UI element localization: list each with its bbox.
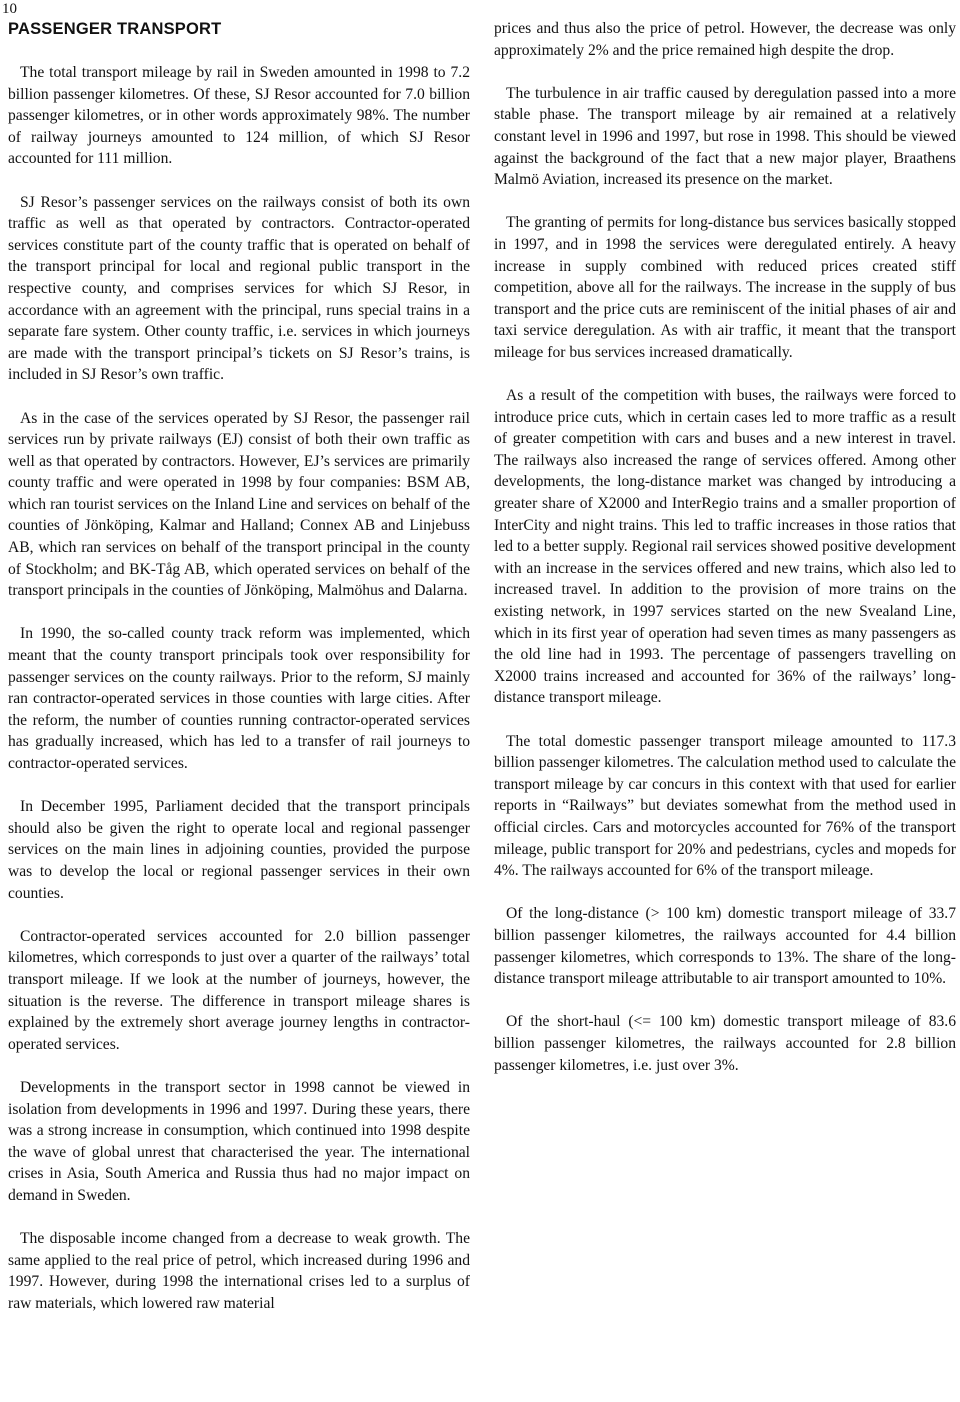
paragraph: The total transport mileage by rail in Sweden amounted in 1998 to 7.2 billion passenger kilometres. Of these, SJ Resor accounted for 7.0 billion passenger kilometres, or in other words approximately 98%. The number of railway journeys amounted to 124 million, of which SJ Resor accounted for 111 million.	[8, 64, 470, 168]
section-heading: PASSENGER TRANSPORT	[8, 20, 222, 38]
paragraph: prices and thus also the price of petrol. However, the decrease was only approximately 2% and the price remained high despite the drop.	[494, 20, 956, 59]
paragraph: Of the long-distance (> 100 km) domestic transport mileage of 33.7 billion passenger kilometres, the railways accounted for 4.4 billion passenger kilometres, which corresponds to 13%. The share of the long-distance transport mileage attributable to air transport amounted to 10%.	[494, 905, 956, 988]
paragraph: The disposable income changed from a decrease to weak growth. The same applied to the real price of petrol, which increased during 1996 and 1997. However, during 1998 the international crises led to a surplus of raw materials, which lowered raw material	[8, 1230, 470, 1312]
paragraph: In 1990, the so-called county track reform was implemented, which meant that the county transport principals took over responsibility for passenger services on the county railways. Prior to the reform, SJ mainly ran contractor-operated services in those counties with large cities. After the reform, the number of counties running contractor-operated services has gradually increased, which has led to a transfer of rail journeys to contractor-operated services.	[8, 625, 470, 772]
right-column	[494, 18, 956, 1098]
paragraph: As in the case of the services operated by SJ Resor, the passenger rail services run by private railways (EJ) consist of both their own traffic as well as that operated by contractors. However, EJ’s services are primarily county traffic and were operated in 1998 by four companies: BSM AB, which ran tourist services on the Inland Line and services on behalf of the counties of Jönköping, Kalmar and Halland; Connex AB and Linjebuss AB, which ran services on behalf of the transport principal in the county of Stockholm; and BK-Tåg AB, which operated services on behalf of the transport principals in the counties of Jönköping, Malmöhus and Dalarna.	[8, 409, 470, 600]
paragraph: The granting of permits for long-distance bus services basically stopped in 1997, and in 1998 the services were deregulated entirely. A heavy increase in supply combined with reduced prices created stiff competition, above all for the railways. The increase in the supply of bus transport and the price cuts are reminiscent of the initial phases of air and taxi service deregulation. As with air traffic, it meant that the transport mileage for bus services increased dramatically.	[494, 214, 956, 361]
paragraph: Developments in the transport sector in 1998 cannot be viewed in isolation from developments in 1996 and 1997. During these years, there was a strong increase in consumption, which continued into 1998 despite the wave of global unrest that characterised the year. The international crises in Asia, South America and Russia thus had no major impact on demand in Sweden.	[8, 1078, 470, 1204]
paragraph: As a result of the competition with buses, the railways were forced to introduce price cuts, which in certain cases led to more traffic as a result of greater competition with cars and buses and a new interest in travel. The railways also increased the range of services offered. Among other developments, the long-distance market was changed by introducing a greater share of X2000 and InterRegio trains and a smaller proportion of InterCity and night trains. This led to traffic increases in those ratios that led to a better supply. Regional rail services showed positive development with an increase in the services offered and new trains, which also led to increased travel. In addition to the provision of more trains on the existing network, in 1997 services started on the new Svealand Line, which in its first year of operation had seven times as many passengers as the old line had in 1993. The percentage of passengers travelling on X2000 trains increased and accounted for 36% of the railways’ long-distance transport mileage.	[494, 387, 956, 707]
paragraph: Of the short-haul (<= 100 km) domestic transport mileage of 83.6 billion passenger kilometres, the railways accounted for 2.8 billion passenger kilometres, i.e. just over 3%.	[494, 1013, 956, 1074]
page-number: 10	[2, 1, 17, 17]
paragraph: In December 1995, Parliament decided that the transport principals should also be given the right to operate local and regional passenger services on the main lines in adjoining counties, provided the purpose was to develop the local or regional passenger services in their own counties.	[8, 798, 470, 902]
paragraph: The total domestic passenger transport mileage amounted to 117.3 billion passenger kilometres. The calculation method used to calculate the transport mileage by car concurs in this context with that used for earlier reports in “Railways” but deviates somewhat from the method used in official circles. Cars and motorcycles accounted for 76% of the transport mileage, public transport for 20% and pedestrians, cycles and mopeds for 4%. The railways accounted for 6% of the transport mileage.	[494, 732, 956, 880]
paragraph: SJ Resor’s passenger services on the railways consist of both its own traffic as well as that operated by contractors. Contractor-operated services constitute part of the county traffic that is operated on behalf of the transport principal for local and regional public transport in the respective county, and comprises services for which SJ Resor, in accordance with an agreement with the principal, runs special trains in a separate fare system. Other county traffic, i.e. services in which journeys are made with the transport principal’s tickets on SJ Resor’s trains, is included in SJ Resor’s own traffic.	[8, 193, 470, 384]
left-column	[8, 18, 470, 1336]
paragraph: The turbulence in air traffic caused by deregulation passed into a more stable phase. The transport mileage by air remained at a relatively constant level in 1996 and 1997, but rose in 1998. This should be viewed against the background of the fact that a new major player, Braathens Malmö Aviation, increased its presence on the market.	[494, 84, 956, 189]
paragraph: Contractor-operated services accounted for 2.0 billion passenger kilometres, which corresponds to just over a quarter of the railways’ total transport mileage. If we look at the number of journeys, however, the situation is the reverse. The difference in transport mileage shares is explained by the extremely short average journey lengths in contractor-operated services.	[8, 927, 470, 1053]
